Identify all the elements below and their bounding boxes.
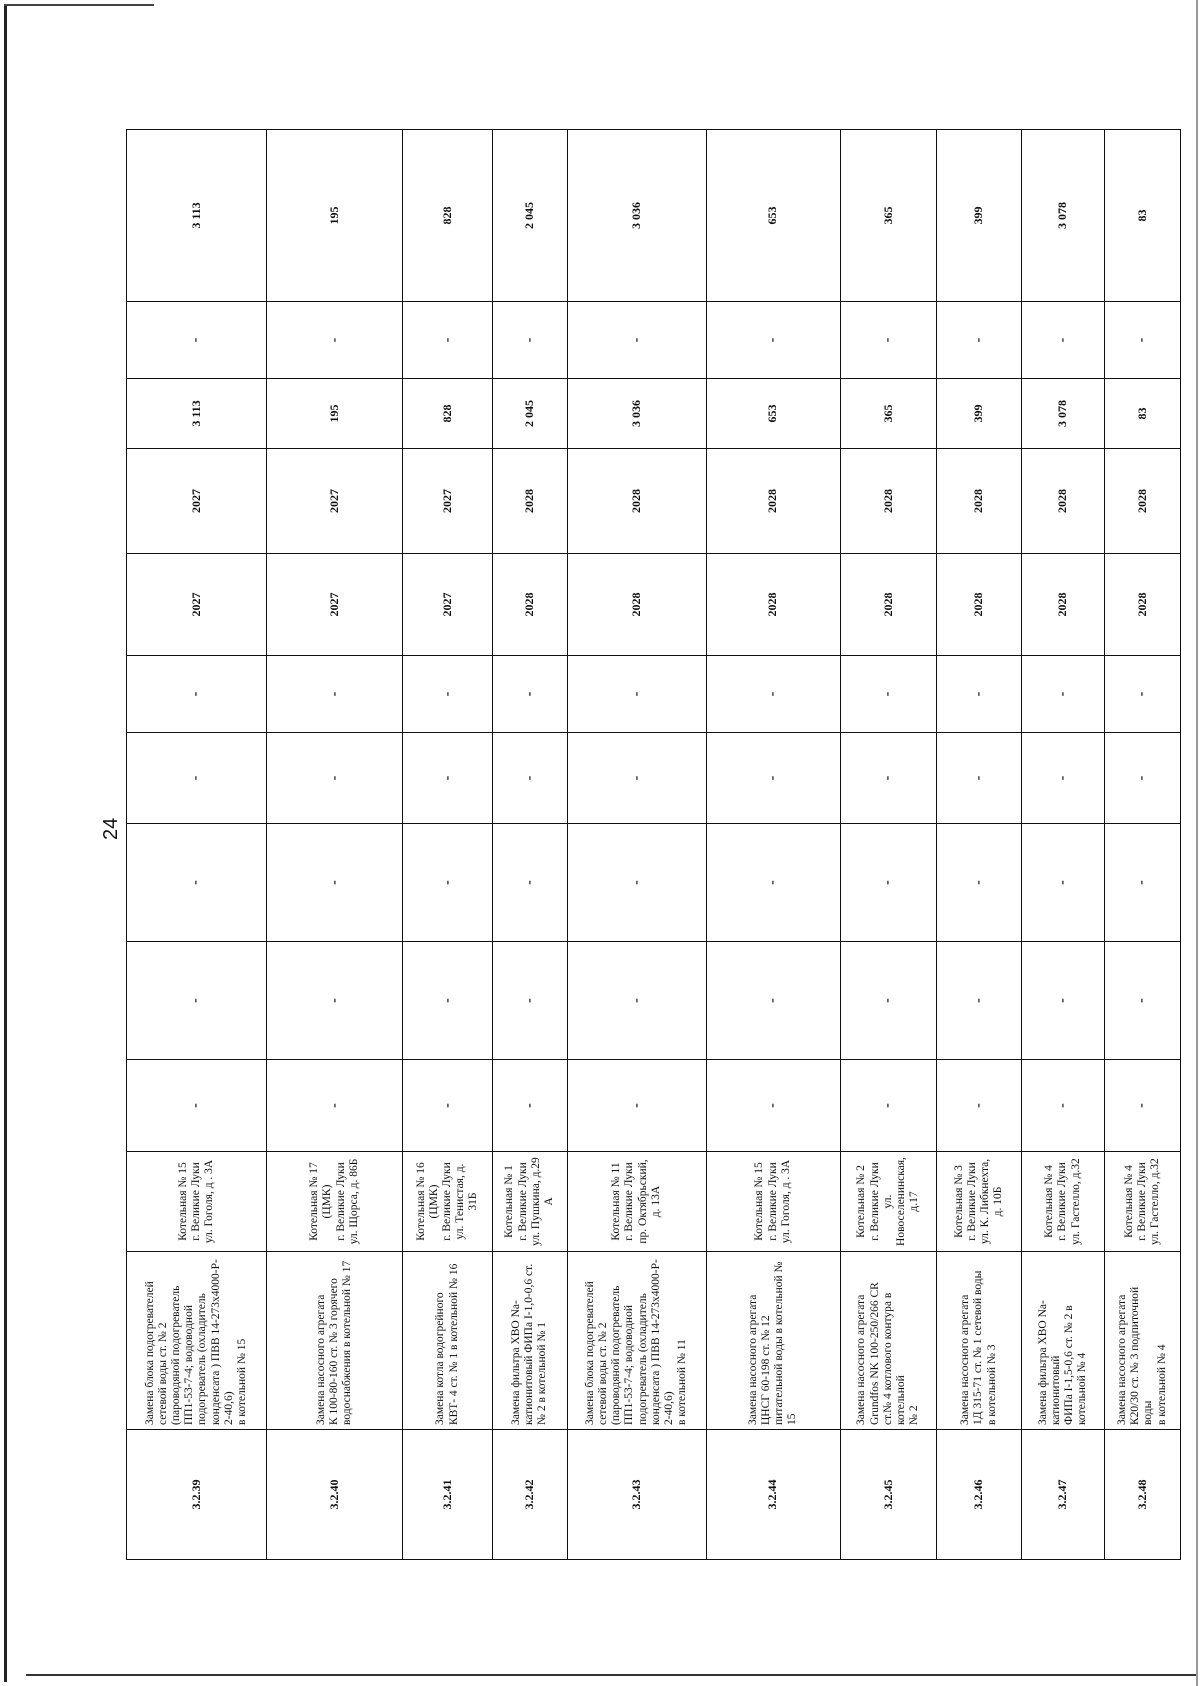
start-year: 2028 <box>1022 554 1105 656</box>
cost-value: 828 <box>403 379 493 449</box>
empty-col-3: - <box>127 824 267 942</box>
empty-col-5: - <box>840 656 936 733</box>
empty-col-1: - <box>403 1060 493 1152</box>
cost-value: 83 <box>1104 379 1180 449</box>
table-row <box>937 130 1022 1560</box>
empty-col-5: - <box>266 656 403 733</box>
table-row <box>1022 130 1105 1560</box>
work-description: Замена насосного агрегата К 100-80-160 ст. № 3 горячего водоснабжения в котельной № 17 <box>266 1252 403 1430</box>
total-cost: 399 <box>937 130 1022 302</box>
end-year: 2028 <box>1104 449 1180 554</box>
location: Котельная № 1 г. Великие Луки ул. Пушкина, д.29 А <box>492 1152 567 1252</box>
total-cost: 365 <box>840 130 936 302</box>
start-year: 2027 <box>266 554 403 656</box>
cost-value: 653 <box>706 379 840 449</box>
extra-cost: - <box>706 302 840 379</box>
empty-col-5: - <box>1104 656 1180 733</box>
row-number: 3.2.41 <box>403 1430 493 1560</box>
empty-col-3: - <box>567 824 706 942</box>
extra-cost: - <box>127 302 267 379</box>
empty-col-4: - <box>127 733 267 824</box>
cost-value: 3 113 <box>127 379 267 449</box>
work-description: Замена блока подогревателей сетевой воды ст. № 2 (пароводяной подогреватель ПП1-53-7-4; водоводной подогреватель (охладитель конденсата ) ПВВ 14-273х4000-Р- 2-40,6) в котельной № 15 <box>127 1252 267 1430</box>
extra-cost: - <box>840 302 936 379</box>
empty-col-1: - <box>1104 1060 1180 1152</box>
empty-col-4: - <box>840 733 936 824</box>
empty-col-5: - <box>127 656 267 733</box>
empty-col-2: - <box>567 942 706 1060</box>
scan-border-top <box>4 4 154 6</box>
empty-col-3: - <box>1104 824 1180 942</box>
empty-col-2: - <box>492 942 567 1060</box>
row-number: 3.2.47 <box>1022 1430 1105 1560</box>
table-row <box>1104 130 1180 1560</box>
cost-value: 195 <box>266 379 403 449</box>
start-year: 2028 <box>1104 554 1180 656</box>
extra-cost: - <box>403 302 493 379</box>
empty-col-1: - <box>567 1060 706 1152</box>
location: Котельная № 4 г. Великие Луки ул. Гастелло, д.32 <box>1022 1152 1105 1252</box>
start-year: 2028 <box>492 554 567 656</box>
location: Котельная № 17 (ЦМК) г. Великие Луки ул. Щорса, д. 86Б <box>266 1152 403 1252</box>
scan-border-bottom <box>26 1674 1198 1676</box>
empty-col-1: - <box>266 1060 403 1152</box>
empty-col-1: - <box>937 1060 1022 1152</box>
row-number: 3.2.48 <box>1104 1430 1180 1560</box>
total-cost: 195 <box>266 130 403 302</box>
start-year: 2028 <box>840 554 936 656</box>
empty-col-4: - <box>492 733 567 824</box>
empty-col-4: - <box>706 733 840 824</box>
table-row <box>403 130 493 1560</box>
row-number: 3.2.42 <box>492 1430 567 1560</box>
row-number: 3.2.39 <box>127 1430 267 1560</box>
table-row <box>840 130 936 1560</box>
empty-col-3: - <box>840 824 936 942</box>
table-row <box>127 130 267 1560</box>
empty-col-4: - <box>567 733 706 824</box>
extra-cost: - <box>266 302 403 379</box>
extra-cost: - <box>1022 302 1105 379</box>
end-year: 2028 <box>567 449 706 554</box>
extra-cost: - <box>567 302 706 379</box>
total-cost: 2 045 <box>492 130 567 302</box>
table-body <box>127 130 1181 1560</box>
row-number: 3.2.45 <box>840 1430 936 1560</box>
work-description: Замена насосного агрегата К20/30 ст. № 3 подпиточной воды в котельной № 4 <box>1104 1252 1180 1430</box>
row-number: 3.2.43 <box>567 1430 706 1560</box>
end-year: 2027 <box>266 449 403 554</box>
empty-col-2: - <box>840 942 936 1060</box>
rotated-table-container <box>126 130 1181 1560</box>
location: Котельная № 3 г. Великие Луки ул. К. Либкнехта, д. 10Б <box>937 1152 1022 1252</box>
empty-col-2: - <box>403 942 493 1060</box>
cost-value: 3 036 <box>567 379 706 449</box>
row-number: 3.2.40 <box>266 1430 403 1560</box>
total-cost: 828 <box>403 130 493 302</box>
end-year: 2028 <box>706 449 840 554</box>
empty-col-1: - <box>492 1060 567 1152</box>
location: Котельная № 11 г. Великие Луки пр. Октябрьский, д. 13А <box>567 1152 706 1252</box>
end-year: 2028 <box>492 449 567 554</box>
empty-col-5: - <box>492 656 567 733</box>
extra-cost: - <box>492 302 567 379</box>
empty-col-1: - <box>127 1060 267 1152</box>
start-year: 2027 <box>403 554 493 656</box>
empty-col-3: - <box>1022 824 1105 942</box>
work-description: Замена насосного агрегата ЦНСГ 60-198 ст. № 12 питательной воды в котельной № 15 <box>706 1252 840 1430</box>
start-year: 2028 <box>567 554 706 656</box>
empty-col-4: - <box>1022 733 1105 824</box>
empty-col-3: - <box>706 824 840 942</box>
total-cost: 3 078 <box>1022 130 1105 302</box>
extra-cost: - <box>1104 302 1180 379</box>
cost-value: 2 045 <box>492 379 567 449</box>
row-number: 3.2.44 <box>706 1430 840 1560</box>
work-description: Замена блока подогревателей сетевой воды ст. № 2 (пароводяной подогреватель ПП1-53-7-4; водоводной подогреватель (охладитель конденсата ) ПВВ 14-273х4000-Р- 2-40,6) в котельной № 11 <box>567 1252 706 1430</box>
table-row <box>706 130 840 1560</box>
work-description: Замена фильтра ХВО Na- катионитовый ФИПа I-1,0-0,6 ст. № 2 в котельной № 1 <box>492 1252 567 1430</box>
table-row <box>492 130 567 1560</box>
work-description: Замена фильтра ХВО Na- катионитовый ФИПа I-1,5-0,6 ст. № 2 в котельной № 4 <box>1022 1252 1105 1430</box>
empty-col-2: - <box>1104 942 1180 1060</box>
empty-col-1: - <box>706 1060 840 1152</box>
empty-col-2: - <box>937 942 1022 1060</box>
empty-col-4: - <box>403 733 493 824</box>
scan-border-right <box>1196 0 1198 1686</box>
work-description: Замена котла водогрейного КВТ- 4 ст. № 1 в котельной № 16 <box>403 1252 493 1430</box>
investment-table <box>126 129 1181 1560</box>
empty-col-3: - <box>266 824 403 942</box>
total-cost: 653 <box>706 130 840 302</box>
location: Котельная № 4 г. Великие Луки ул. Гастелло, д.32 <box>1104 1152 1180 1252</box>
empty-col-1: - <box>1022 1060 1105 1152</box>
cost-value: 365 <box>840 379 936 449</box>
empty-col-4: - <box>266 733 403 824</box>
row-number: 3.2.46 <box>937 1430 1022 1560</box>
work-description: Замена насосного агрегата Grundfos NK 100-250/266 CR ст.№ 4 котлового контура в котельной № 2 <box>840 1252 936 1430</box>
empty-col-3: - <box>403 824 493 942</box>
empty-col-4: - <box>937 733 1022 824</box>
table-row <box>567 130 706 1560</box>
empty-col-5: - <box>567 656 706 733</box>
empty-col-4: - <box>1104 733 1180 824</box>
start-year: 2028 <box>706 554 840 656</box>
page-number: 24 <box>100 817 122 840</box>
cost-value: 3 078 <box>1022 379 1105 449</box>
end-year: 2028 <box>937 449 1022 554</box>
empty-col-2: - <box>127 942 267 1060</box>
location: Котельная № 2 г. Великие Луки ул. Новоселенинская, д.17 <box>840 1152 936 1252</box>
empty-col-5: - <box>403 656 493 733</box>
total-cost: 3 036 <box>567 130 706 302</box>
empty-col-2: - <box>266 942 403 1060</box>
end-year: 2028 <box>840 449 936 554</box>
location: Котельная № 15 г. Великие Луки ул. Гоголя, д . 3А <box>706 1152 840 1252</box>
end-year: 2028 <box>1022 449 1105 554</box>
empty-col-3: - <box>937 824 1022 942</box>
start-year: 2027 <box>127 554 267 656</box>
empty-col-1: - <box>840 1060 936 1152</box>
empty-col-2: - <box>1022 942 1105 1060</box>
work-description: Замена насосного агрегата 1Д 315-71 ст. № 1 сетевой воды в котельной № 3 <box>937 1252 1022 1430</box>
empty-col-3: - <box>492 824 567 942</box>
empty-col-2: - <box>706 942 840 1060</box>
empty-col-5: - <box>1022 656 1105 733</box>
end-year: 2027 <box>403 449 493 554</box>
total-cost: 83 <box>1104 130 1180 302</box>
extra-cost: - <box>937 302 1022 379</box>
total-cost: 3 113 <box>127 130 267 302</box>
location: Котельная № 16 (ЦМК) г. Великие Луки ул. Тенистая, д. 31Б <box>403 1152 493 1252</box>
table-row <box>266 130 403 1560</box>
scan-border-left <box>4 6 7 1682</box>
location: Котельная № 15 г. Великие Луки ул. Гоголя, д . 3А <box>127 1152 267 1252</box>
start-year: 2028 <box>937 554 1022 656</box>
cost-value: 399 <box>937 379 1022 449</box>
empty-col-5: - <box>706 656 840 733</box>
end-year: 2027 <box>127 449 267 554</box>
empty-col-5: - <box>937 656 1022 733</box>
